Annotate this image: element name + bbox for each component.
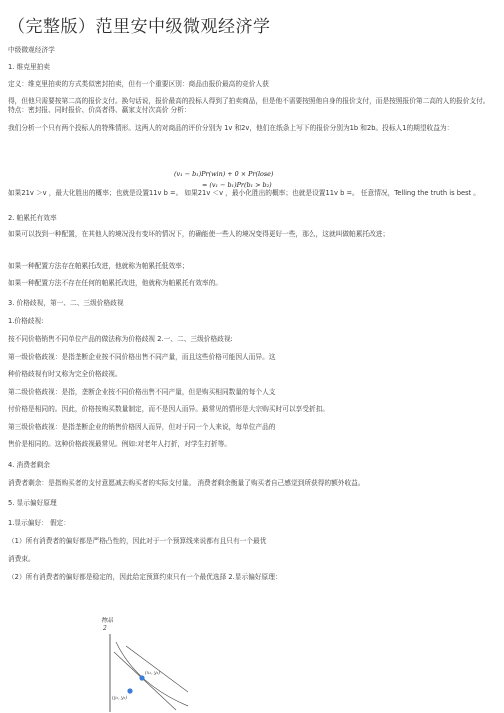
point-y1-y2-label: (y₁, y₂)	[112, 696, 128, 701]
paragraph-first-degree: 第一级价格歧视：是指垄断企业按不同价格出售不同产量，而且这些价格可能因人而异。这	[8, 353, 276, 361]
expected-payoff-formula	[174, 170, 314, 188]
section-heading-revealed-preference: 5. 显示偏好原理	[8, 499, 57, 507]
document-title: （完整版）范里安中级微观经济学	[8, 17, 271, 37]
paragraph-vickrey-payment: 得，但他只需要按第二高的报价支付。换句话说，报价最高的投标人得到了拍卖商品，但是他不需要按照他自身的报价支付，而是按照报价第二高的人的报价支付。 特点：密封报、同时报价、价高者得、赢家支付次高价 分析：	[8, 97, 490, 114]
paragraph-assumption-1: （1）所有消费者的偏好都是严格凸性的，因此对于一个预算线来说都有且只有一个最优	[8, 537, 267, 545]
paragraph-assumption-1-cont: 消费束。	[8, 555, 35, 563]
paragraph-two-bidders: 我们分析一个只有两个投标人的特殊情形。这两人的对商品的评价分别为 1v 和2v，他们在纸条上写下的报价分别为1b 和2b。投标人1的期望收益为：	[8, 124, 454, 132]
point-y1-y2	[127, 688, 132, 693]
paragraph-assumption-2: （2）所有消费者的偏好都是稳定的，因此给定预算约束只有一个最优选择 2.显示偏好原理：	[8, 573, 282, 581]
formula-line-1: (v₁ − b₁)Pr(win) + 0 × Pr(lose)	[174, 170, 274, 178]
section-heading-pareto: 2. 帕累托有效率	[8, 214, 57, 222]
paragraph-first-degree-cont: 种价格歧视有时又称为完全价格歧视。	[8, 370, 122, 378]
paragraph-second-degree: 第二级价格歧视：是指，垄断企业按不同价格出售不同产量，但是购买相同数量的每个人支	[8, 388, 276, 396]
formula-line-2: = (v₁ − b₁)Pr(b₁ > b₂)	[202, 181, 272, 188]
paragraph-pareto-improvement: 如果可以找到一种配置，在其他人的境况没有变坏的情况下，的确能使一些人的境况变得更好一些，那么，这就叫做帕累托改进；	[8, 230, 390, 238]
point-x1-y1-label: (x₁, y₁)	[145, 671, 161, 676]
paragraph-revealed-preference-assume: 1.显示偏好： 假定：	[8, 519, 71, 527]
paragraph-second-degree-cont: 付价格是相同的。因此，价格按购买数量制定，而不是因人而异。最常见的情形是大宗购买时可以享受折扣。	[8, 405, 329, 413]
subheading-price-discrimination: 1.价格歧视:	[8, 317, 44, 325]
paragraph-third-degree: 第三级价格歧视：是指垄断企业的销售价格因人而异，但对于同一个人来说，每单位产品的	[8, 423, 276, 431]
figure-ylabel: 物品	[101, 617, 114, 624]
paragraph-pareto-efficient: 如果一种配置方法不存在任何的帕累托改进，他就称为帕累托有效率的。	[8, 279, 222, 287]
paragraph-third-degree-cont: 售价是相同的。这种价格歧视最常见。例如:对老年人打折，对学生打折等。	[8, 440, 231, 448]
budget-line-1	[114, 652, 176, 710]
section-heading-price-discrimination: 3. 价格歧视，第一、二、三级价格歧视	[8, 299, 124, 307]
figure-ylabel-index: 2	[103, 625, 107, 632]
budget-line-2	[126, 646, 188, 692]
paragraph-truth-telling: 如果21v ＞v ，最大化胜出的概率；也就是设置11v b =。 如果21v ＜v ，最小化胜出的概率；也就是设置11v b =。 任意情况，Telling the truth is best 。	[8, 189, 480, 197]
paragraph-pareto-inefficient: 如果一种配置方法存在帕累托改进，他就称为帕累托低效率；	[8, 262, 189, 270]
paragraph-consumer-surplus: 消费者剩余：是指购买者的支付意愿减去购买者的实际支付量。 消费者剩余衡量了购买者自己感觉到所获得的额外收益。	[8, 479, 365, 487]
section-heading-consumer-surplus: 4. 消费者剩余	[8, 461, 50, 469]
revealed-preference-figure	[96, 612, 192, 712]
paragraph-vickrey-definition: 定义：维克里拍卖的方式类似密封拍卖，但有一个重要区别：商品由报价最高的竞价人获	[8, 80, 269, 88]
paragraph-price-discrimination-def: 按不同价格销售不同单位产品的做法称为价格歧视 2.一、二、三级价格歧视:	[8, 335, 233, 343]
section-heading-vickrey: 1. 维克里拍卖	[8, 63, 50, 71]
point-x1-y1	[139, 675, 144, 680]
subtitle: 中级微观经济学	[8, 46, 55, 54]
